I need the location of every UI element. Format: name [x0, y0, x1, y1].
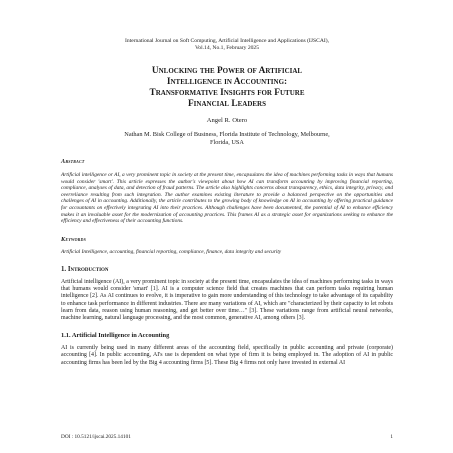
journal-header: [61, 38, 393, 52]
page-footer: [61, 434, 393, 440]
journal-line-1: International Journal on Soft Computing, Artificial Intelligence and Applications (IJSCAI),: [125, 38, 329, 44]
keywords-heading-label: Keywords: [61, 235, 87, 243]
section-1-title: Introduction: [67, 265, 109, 273]
author-name: Angel R. Otero: [206, 117, 248, 124]
abstract-heading-label: Abstract: [61, 158, 85, 165]
section-1-body: Artificial intelligence (AI), a very prominent topic in society at the present time, encapsulates the idea of machines performing tasks in ways that humans would consider 'smart' [1]. AI is a computer science field that creates machines that can perform tasks requiring human intelligence [2]. As AI continues to evolve, it is imperative to gain more understanding of this technology to take advantage of its capability to enhance task performance in different industries. There are many variations of AI, which are "characterized by their capacity to let robots learn from data, reason using human reasoning, and get better over time…" [3]. These variations range from artificial neural networks, machine learning, natural language processing, and the most common, generative AI, among others [3].: [61, 278, 393, 322]
title-line-1: Unlocking the Power of Artificial: [151, 66, 303, 76]
abstract-body: Artificial intelligence or AI, a very prominent topic in society at the present time, encapsulates the idea of machines performing tasks in ways that humans would consider 'smart'. This article expresses the author's viewpoint about how AI can transform accounting by improving financial reporting, compliance, analyses of data, and detection of fraud patterns. The article also highlights concerns about transparency, ethics, data integrity, privacy, and overreliance resulting from such integration. The author examines existing literature to provide a balanced perspective on the opportunities and challenges of AI in accounting. Additionally, the article contributes to the growing body of knowledge on AI in accounting by offering practical guidance for accountants on effectively integrating AI into their practices. Although challenges have been documented, the potential of AI to enhance efficiency makes it an invaluable asset for the modernization of accounting practices. This frames AI as a strategic asset for organizations seeking to enhance the efficiency and effectiveness of their accounting functions.: [61, 172, 393, 225]
section-1-1-title: Artificial Intelligence in Accounting: [71, 331, 170, 339]
section-1-number: 1.: [61, 265, 67, 273]
affiliation-line-2: Florida, USA: [210, 139, 244, 146]
keywords-body: Artificial Intelligence, accounting, financial reporting, compliance, finance, data integrity and security: [61, 248, 282, 255]
abstract-heading: [61, 158, 393, 165]
author-affiliation: [61, 131, 393, 147]
title-line-4: Financial Leaders: [188, 99, 266, 109]
page-number: 1: [390, 434, 393, 440]
doi-text: DOI : 10.5121/ijscai.2025.14101: [61, 434, 131, 440]
title-line-3: Transformative Insights for Future: [149, 88, 305, 98]
section-1-1-number: 1.1.: [61, 331, 71, 339]
section-1-1-heading: [61, 332, 393, 339]
keywords-heading: [61, 236, 393, 243]
affiliation-line-1: Nathan M. Bisk College of Business, Florida Institute of Technology, Melbourne,: [124, 131, 330, 138]
section-1-heading: [61, 266, 393, 273]
journal-line-2: Vol.14, No.1, February 2025: [194, 45, 260, 51]
title-line-2: Intelligence in Accounting:: [166, 77, 288, 87]
paper-title: [61, 66, 393, 110]
section-1-1-body: AI is currently being used in many different areas of the accounting field, specifically in public accounting and private (corporate) accounting [4]. In public accounting, AI's use is dependent on what type of firm it is being employed in. The adoption of AI in public accounting firms has been led by the Big 4 accounting firms [5]. These Big 4 firms not only have invested in external AI: [61, 344, 393, 366]
